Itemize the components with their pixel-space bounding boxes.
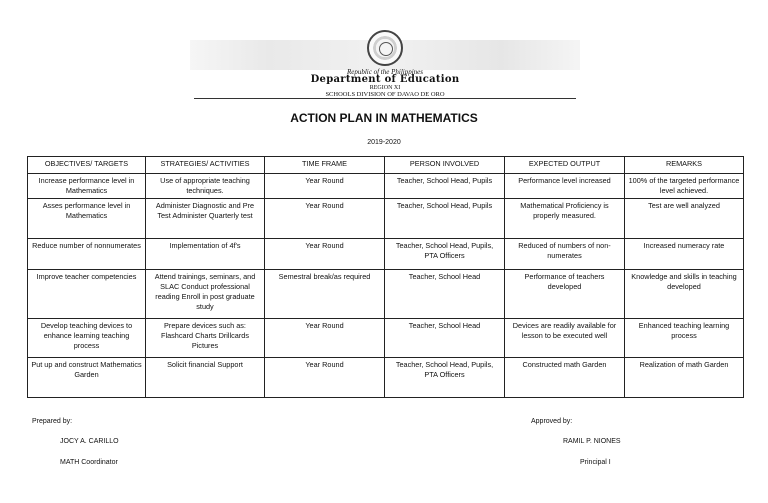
table-row <box>28 199 744 239</box>
table-cell: Semestral break/as required <box>265 270 385 319</box>
table-row <box>28 239 744 270</box>
table-cell: Implementation of 4f's <box>146 239 265 270</box>
column-header: OBJECTIVES/ TARGETS <box>28 157 146 174</box>
table-row <box>28 270 744 319</box>
table-cell: Knowledge and skills in teaching developed <box>625 270 744 319</box>
division-line: SCHOOLS DIVISION OF DAVAO DE ORO <box>325 91 445 98</box>
table-cell: Put up and construct Mathematics Garden <box>28 358 146 398</box>
table-cell: Teacher, School Head <box>385 319 505 358</box>
table-cell: Devices are readily available for lesson to be executed well <box>505 319 625 358</box>
column-header: TIME FRAME <box>265 157 385 174</box>
table-header-row <box>28 157 744 174</box>
letterhead <box>190 30 580 100</box>
table-cell: Administer Diagnostic and Pre Test Administer Quarterly test <box>146 199 265 239</box>
table-cell: Attend trainings, seminars, and SLAC Conduct professional reading Enroll in post graduate study <box>146 270 265 319</box>
deped-seal-icon <box>367 30 403 66</box>
table-cell: Develop teaching devices to enhance learning teaching process <box>28 319 146 358</box>
table-cell: Reduce number of nonnumerates <box>28 239 146 270</box>
table-cell: Teacher, School Head, Pupils, PTA Officers <box>385 358 505 398</box>
table-cell: Performance of teachers developed <box>505 270 625 319</box>
table-cell: Test are well analyzed <box>625 199 744 239</box>
header-divider <box>194 98 576 99</box>
prepared-by-label: Prepared by: <box>32 418 73 425</box>
table-cell: Teacher, School Head, Pupils <box>385 174 505 199</box>
table-cell: Realization of math Garden <box>625 358 744 398</box>
table-cell: Mathematical Proficiency is properly measured. <box>505 199 625 239</box>
table-cell: Year Round <box>265 358 385 398</box>
table-row <box>28 174 744 199</box>
table-cell: Solicit financial Support <box>146 358 265 398</box>
table-cell: Performance level increased <box>505 174 625 199</box>
table-cell: Year Round <box>265 199 385 239</box>
table-cell: Teacher, School Head, Pupils <box>385 199 505 239</box>
republic-line: Republic of the Philippines <box>346 68 423 76</box>
table-cell: Use of appropriate teaching techniques. <box>146 174 265 199</box>
table-cell: Year Round <box>265 174 385 199</box>
page-title: ACTION PLAN IN MATHEMATICS <box>290 111 478 125</box>
department-name: Department of Education <box>310 74 460 85</box>
prepared-by-title: MATH Coordinator <box>60 459 118 466</box>
table-cell: Reduced of numbers of non-numerates <box>505 239 625 270</box>
region-line: REGION XI <box>369 85 401 91</box>
table-cell: Constructed math Garden <box>505 358 625 398</box>
table-cell: Increased numeracy rate <box>625 239 744 270</box>
approved-by-label: Approved by: <box>531 418 573 425</box>
table-cell: Prepare devices such as: Flashcard Charts Drillcards Pictures <box>146 319 265 358</box>
table-cell: Improve teacher competencies <box>28 270 146 319</box>
table-cell: Increase performance level in Mathematics <box>28 174 146 199</box>
school-year: 2019-2020 <box>367 139 401 146</box>
column-header: STRATEGIES/ ACTIVITIES <box>146 157 265 174</box>
table-cell: Enhanced teaching learning process <box>625 319 744 358</box>
prepared-by-name: JOCY A. CARILLO <box>60 438 119 445</box>
table-cell: 100% of the targeted performance level achieved. <box>625 174 744 199</box>
approved-by-title: Principal I <box>580 459 611 466</box>
table-cell: Teacher, School Head, Pupils, PTA Officers <box>385 239 505 270</box>
table-cell: Year Round <box>265 239 385 270</box>
column-header: REMARKS <box>625 157 744 174</box>
table-cell: Year Round <box>265 319 385 358</box>
action-plan-table <box>27 156 744 398</box>
column-header: PERSON INVOLVED <box>385 157 505 174</box>
table-row <box>28 358 744 398</box>
table-row <box>28 319 744 358</box>
approved-by-name: RAMIL P. NIONES <box>563 438 621 445</box>
table-cell: Asses performance level in Mathematics <box>28 199 146 239</box>
table-cell: Teacher, School Head <box>385 270 505 319</box>
column-header: EXPECTED OUTPUT <box>505 157 625 174</box>
